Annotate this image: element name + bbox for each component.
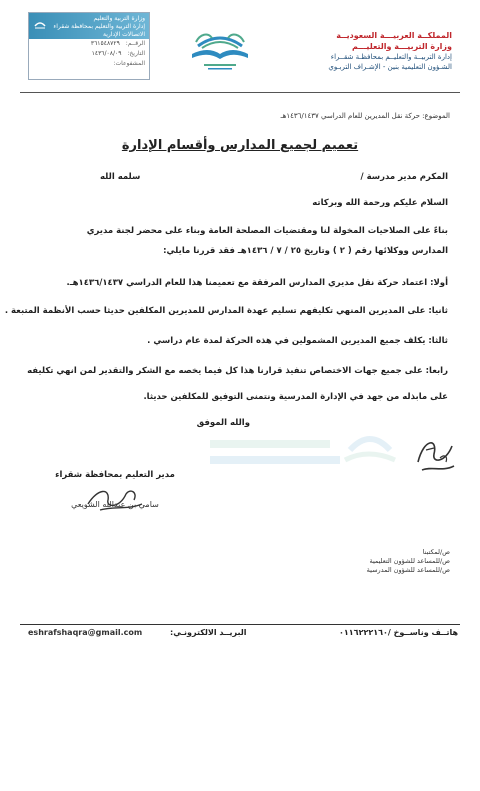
ref-date-row xyxy=(29,49,149,59)
ref-attachments-row xyxy=(29,59,149,69)
signatory-title: مدير التعليم بمحافظة شقراء xyxy=(55,470,175,480)
header-kingdom: المملكــة العربيـــة السعوديــة xyxy=(336,31,452,40)
decision-item-2: ثانيا: على المديرين المنهي تكليفهم تسليم عهدة المدارس للمديرين المكلفين حديثا حسب الأنظمة المتبعة . xyxy=(4,306,448,316)
decision-item-3: ثالثا: يكلف جميع المديرين المشمولين في هذه الحركة لمدة عام دراسي . xyxy=(147,336,448,346)
cc-item: ص/للمساعد للشؤون المدرسية xyxy=(366,566,450,574)
body-paragraph-line-2: المدارس ووكلائها رقم ( ٢ ) وتاريخ ٢٥ / ٧ / ١٤٣٦هـ فقد قررنا مايلي: xyxy=(163,246,448,256)
ref-attachments-label: المشفوعات: xyxy=(113,60,145,67)
header-directorate: إدارة التربيــة والتعليــم بمحافظـة شقــراء xyxy=(330,53,452,61)
ministry-watermark-icon xyxy=(200,420,400,476)
reference-box-banner xyxy=(29,13,149,39)
subject-line: الموضوع: حركة نقل المديرين للعام الدراسي ١٤٣٦/١٤٣٧هـ xyxy=(280,112,450,120)
closing-phrase: والله الموفق xyxy=(196,418,250,428)
reference-box xyxy=(28,12,150,80)
footer-phone: هاتــف وناســوخ /٠١١٦٢٢٢١٦٠ xyxy=(339,628,458,637)
ministry-emblem-icon xyxy=(33,17,47,31)
decision-item-1: أولا: اعتماد حركة نقل مديري المدارس المرفقة مع تعميمنا هذا للعام الدراسي ١٤٣٦/١٤٣٧هـ. xyxy=(66,278,448,288)
footer xyxy=(20,628,460,642)
ref-number-label: الرقــم: xyxy=(125,40,145,47)
ref-number-row xyxy=(29,39,149,49)
greeting: السلام عليكم ورحمة الله وبركاته xyxy=(312,198,448,208)
body-paragraph-line-1: بناءً على الصلاحيات المخولة لنا ومقتضيات المصلحة العامة وبناء على محضر لجنة مديري xyxy=(86,226,448,236)
header-divider xyxy=(20,92,460,93)
cc-item: ص/للمساعد للشؤون التعليمية xyxy=(369,557,450,565)
footer-email-label: البريــد الالكترونـي: xyxy=(170,628,247,637)
decision-item-4-line-1: رابعا: على جميع جهات الاختصاص تنفيذ قرارنا هذا كل فيما يخصه مع الشكر والتقدير لمن انهي تكليفه xyxy=(27,366,448,376)
handwritten-signature-icon xyxy=(80,484,150,514)
signature-block xyxy=(40,470,190,509)
footer-email-link[interactable]: eshrafshaqra@gmail.com xyxy=(28,628,143,637)
box-title-ministry: وزارة التربية والتعليم xyxy=(93,15,145,22)
signatory-name: سامي بن عبدالله الشويعي xyxy=(71,500,159,509)
header-department: الشـؤون التعليمية بنين - الإشـراف التربـوي xyxy=(328,63,452,71)
decision-item-4-line-2: على مابذله من جهد في الإدارة المدرسية ونتمنى التوفيق للمكلفين حديثا. xyxy=(143,392,448,402)
ministry-header xyxy=(292,30,452,72)
ministry-logo-icon xyxy=(178,24,262,74)
ref-date-label: التاريخ: xyxy=(127,50,145,57)
footer-divider xyxy=(20,624,460,625)
cc-item: ص/لمكتبنا xyxy=(422,548,450,556)
header-ministry: وزارة التربيـــة والتعليـــم xyxy=(351,42,452,51)
box-title-directorate: إدارة التربية والتعليم بمحافظة شقراء xyxy=(53,23,145,30)
ref-date-value: ١٤٣٦/٠٨/٠٩ xyxy=(91,50,122,57)
ref-number-value: ٣٦١٥٤٨٧٢٩ xyxy=(90,40,120,47)
document-title: تعميم لجميع المدارس وأقسام الإدارة xyxy=(121,138,359,153)
box-title-communications: الاتصالات الإدارية xyxy=(103,31,145,38)
addressee-blessing: سلمه الله xyxy=(100,172,141,182)
addressee: المكرم مدير مدرسة / xyxy=(360,172,448,182)
handwritten-initials-icon xyxy=(412,432,460,476)
carbon-copy-list xyxy=(367,548,450,575)
